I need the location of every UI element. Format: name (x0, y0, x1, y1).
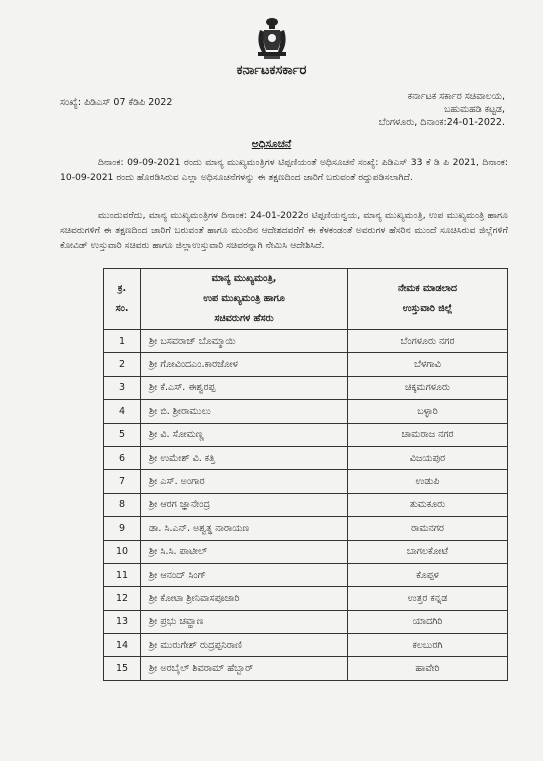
table-row (104, 400, 508, 423)
table-row (104, 423, 508, 446)
notice-paragraph: ದಿನಾಂಕ: 09-09-2021 ರಂದು ಮಾನ್ಯ ಮುಖ್ಯಮಂತ್ರಿಗಳ ಟಿಪ್ಪಣಿಯಂತೆ ಅಧಿಸೂಚನೆ ಸಂಖ್ಯೆ: ಪಿಡಿಎಸ್ 33 ಕೆ ಡಿ ಪಿ 2021, ದಿನಾಂಕ: 10-09-2021 ರಂದು ಹೊರಡಿಸಿರುವ ಎಲ್ಲಾ ಅಧಿಸೂಚನೆಗಳನ್ನು ಈ ತಕ್ಷಣದಿಂದ ಜಾರಿಗೆ ಬರುವಂತೆ ರದ್ದುಪಡಿಸಲಾಗಿದೆ. (60, 157, 508, 183)
table-row (104, 610, 508, 633)
table-row (104, 493, 508, 516)
district-cell: ಚಿಕ್ಕಮಗಳೂರು (348, 376, 508, 399)
minister-name-cell: ಶ್ರೀ ವಿ. ಸೋಮಣ್ಣ (141, 423, 348, 446)
minister-name-cell: ಶ್ರೀ ಅರಬೈಲ್ ಶಿವರಾಮ್ ಹೆಬ್ಬಾರ್ (141, 657, 348, 680)
minister-name-cell: ಶ್ರೀ ಆನಂದ್ ಸಿಂಗ್ (141, 563, 348, 586)
minister-name-cell: ಶ್ರೀ ಮುರುಗೇಶ್ ರುದ್ರಪ್ಪನಿರಾಣಿ (141, 634, 348, 657)
minister-name-cell: ಶ್ರೀ ಬಸವರಾಜ್ ಬೊಮ್ಮಾಯಿ (141, 330, 348, 353)
district-cell: ಬೆಂಗಳೂರು ನಗರ (348, 330, 508, 353)
minister-name-cell: ಶ್ರೀ ಸಿ.ಸಿ. ಪಾಟೀಲ್ (141, 540, 348, 563)
serial-cell: 7 (104, 470, 141, 493)
district-cell: ತುಮಕೂರು (348, 493, 508, 516)
table-row (104, 657, 508, 680)
district-cell: ಬಳ್ಳಾರಿ (348, 400, 508, 423)
minister-name-cell: ಶ್ರೀ ಕೋಟಾ ಶ್ರೀನಿವಾಸಪೂಜಾರಿ (141, 587, 348, 610)
table-row (104, 517, 508, 540)
address-line: ಬೆಂಗಳೂರು, ದಿನಾಂಕ:24-01-2022. (378, 117, 505, 128)
district-cell: ಉತ್ತರ ಕನ್ನಡ (348, 587, 508, 610)
district-cell: ರಾಮನಗರ (348, 517, 508, 540)
minister-name-cell: ಶ್ರೀ ಕೆ.ಎಸ್. ಈಶ್ವರಪ್ಪ (141, 376, 348, 399)
serial-cell: 8 (104, 493, 141, 516)
serial-cell: 14 (104, 634, 141, 657)
notice-paragraph: ಮುಂದುವರೆದು, ಮಾನ್ಯ ಮುಖ್ಯಮಂತ್ರಿಗಳ ದಿನಾಂಕ: 24-01-2022ರ ಟಿಪ್ಪಣಿಯನ್ವಯ, ಮಾನ್ಯ ಮುಖ್ಯಮಂತ್ರಿ, ಉಪ ಮುಖ್ಯಮಂತ್ರಿ ಹಾಗೂ ಸಚಿವರುಗಳಿಗೆ ಈ ತಕ್ಷಣದಿಂದ ಜಾರಿಗೆ ಬರುವಂತೆ ಹಾಗೂ ಮುಂದಿನ ಆದೇಶದವರೆಗೆ ಈ ಕೆಳಕಂಡಂತೆ ಅವರುಗಳ ಹೆಸರಿನ ಮುಂದೆ ಸೂಚಿಸಿರುವ ಜಿಲ್ಲೆಗಳಿಗೆ ಕೋವಿಡ್ ಉಸ್ತುವಾರಿ ಸಚಿವರು ಹಾಗೂ ಜಿಲ್ಲಾಉಸ್ತುವಾರಿ ಸಚಿವರನ್ನಾಗಿ ನೇಮಿಸಿ ಆದೇಶಿಸಿದೆ. (60, 210, 508, 251)
serial-cell: 10 (104, 540, 141, 563)
minister-district-table (103, 268, 508, 681)
state-emblem-icon (252, 14, 292, 60)
table-row (104, 540, 508, 563)
district-cell: ಕಲಬುರಗಿ (348, 634, 508, 657)
minister-name-cell: ಡಾ. ಸಿ.ಎನ್. ಅಶ್ವತ್ಥ ನಾರಾಯಣ (141, 517, 348, 540)
serial-cell: 2 (104, 353, 141, 376)
district-cell: ಚಾಮರಾಜ ನಗರ (348, 423, 508, 446)
office-address (379, 90, 505, 129)
serial-cell: 5 (104, 423, 141, 446)
serial-cell: 3 (104, 376, 141, 399)
district-cell: ಯಾದಗಿರಿ (348, 610, 508, 633)
district-cell: ಕೊಪ್ಪಳ (348, 563, 508, 586)
table-row (104, 376, 508, 399)
minister-column-header: ಮಾನ್ಯ ಮುಖ್ಯಮಂತ್ರಿ, ಉಪ ಮುಖ್ಯಮಂತ್ರಿ ಹಾಗೂ ಸಚಿವರುಗಳ ಹೆಸರು (141, 269, 348, 330)
table-row (104, 563, 508, 586)
government-title: ಕರ್ನಾಟಕಸರ್ಕಾರ (236, 63, 307, 78)
table-row (104, 446, 508, 469)
serial-cell: 9 (104, 517, 141, 540)
serial-cell: 15 (104, 657, 141, 680)
notice-title: ಅಧಿಸೂಚನೆ (251, 138, 292, 150)
table-row (104, 470, 508, 493)
minister-name-cell: ಶ್ರೀ ಬಿ. ಶ್ರೀರಾಮುಲು (141, 400, 348, 423)
minister-name-cell: ಶ್ರೀ ಪ್ರಭು ಚವ್ಹಾಣ (141, 610, 348, 633)
district-cell: ಉಡುಪಿ (348, 470, 508, 493)
address-line: ಬಹುಮಹಡಿ ಕಟ್ಟಡ, (444, 104, 505, 115)
table-row (104, 353, 508, 376)
minister-name-cell: ಶ್ರೀ ಉಮೇಶ್ ವಿ. ಕತ್ತಿ (141, 446, 348, 469)
table-row (104, 634, 508, 657)
district-cell: ಬಾಗಲಕೋಟೆ (348, 540, 508, 563)
serial-cell: 4 (104, 400, 141, 423)
table-row (104, 587, 508, 610)
serial-cell: 12 (104, 587, 141, 610)
serial-cell: 6 (104, 446, 141, 469)
reference-number: ಸಂಖ್ಯೆ: ಪಿಡಿಎಸ್ 07 ಕೆಡಿಪಿ 2022 (60, 97, 173, 108)
minister-name-cell: ಶ್ರೀ ಗೋವಿಂದಎಂ.ಕಾರಜೋಳ (141, 353, 348, 376)
serial-column-header: ಕ್ರ. ಸಂ. (104, 269, 141, 330)
district-column-header: ನೇಮಕ ಮಾಡಲಾದ ಉಸ್ತುವಾರಿ ಜಿಲ್ಲೆ (348, 269, 508, 330)
district-cell: ಬೆಳಗಾವಿ (348, 353, 508, 376)
district-cell: ಹಾವೇರಿ (348, 657, 508, 680)
table-row (104, 330, 508, 353)
serial-cell: 11 (104, 563, 141, 586)
district-cell: ವಿಜಯಪುರ (348, 446, 508, 469)
address-line: ಕರ್ನಾಟಕ ಸರ್ಕಾರ ಸಚಿವಾಲಯ, (407, 91, 505, 102)
minister-name-cell: ಶ್ರೀ ಆರಗ ಜ್ಞಾನೇಂದ್ರ (141, 493, 348, 516)
minister-name-cell: ಶ್ರೀ ಎಸ್. ಅಂಗಾರ (141, 470, 348, 493)
serial-cell: 13 (104, 610, 141, 633)
table-header-row (104, 269, 508, 330)
serial-cell: 1 (104, 330, 141, 353)
